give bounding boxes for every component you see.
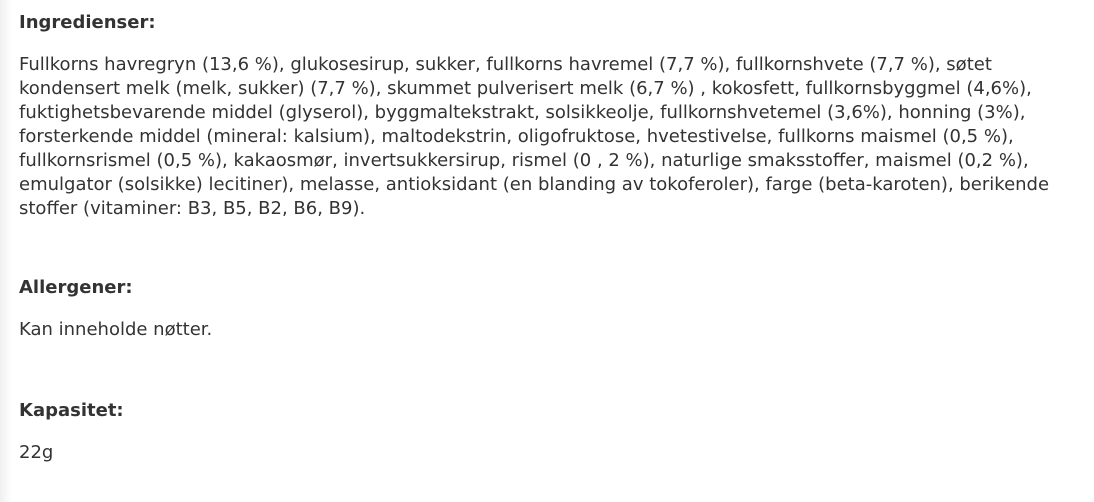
- allergens-text: Kan inneholde nøtter.: [19, 319, 213, 340]
- ingredients-section: [19, 10, 1079, 221]
- capacity-text: 22g: [19, 442, 54, 463]
- capacity-heading: Kapasitet:: [19, 400, 124, 421]
- ingredients-heading: Ingredienser:: [19, 12, 156, 33]
- capacity-section: [19, 398, 1079, 465]
- allergens-heading: Allergener:: [19, 277, 133, 298]
- product-details: [19, 10, 1079, 465]
- ingredients-text: Fullkorns havregryn (13,6 %), glukosesirup, sukker, fullkorns havremel (7,7 %), fullkornshvete (7,7 %), søtet kondensert melk (melk, sukker) (7,7 %), skummet pulverisert melk (6,7 %) , kokosfett, fullkornsbyggmel (4,6%), fuktighetsbevarende middel (glyserol), byggmaltekstrakt, solsikkeolje, fullkornshvetemel (3,6%), honning (3%), forsterkende middel (mineral: kalsium), maltodekstrin, oligofruktose, hvetestivelse, fullkorns maismel (0,5 %), fullkornsrismel (0,5 %), kakaosmør, invertsukkersirup, rismel (0 , 2 %), naturlige smaksstoffer, maismel (0,2 %), emulgator (solsikke) lecitiner), melasse, antioksidant (en blanding av tokoferoler), farge (beta-karoten), berikende stoffer (vitaminer: B3, B5, B2, B6, B9).: [19, 54, 1050, 219]
- left-edge-shadow: [0, 0, 12, 502]
- allergens-section: [19, 275, 1079, 342]
